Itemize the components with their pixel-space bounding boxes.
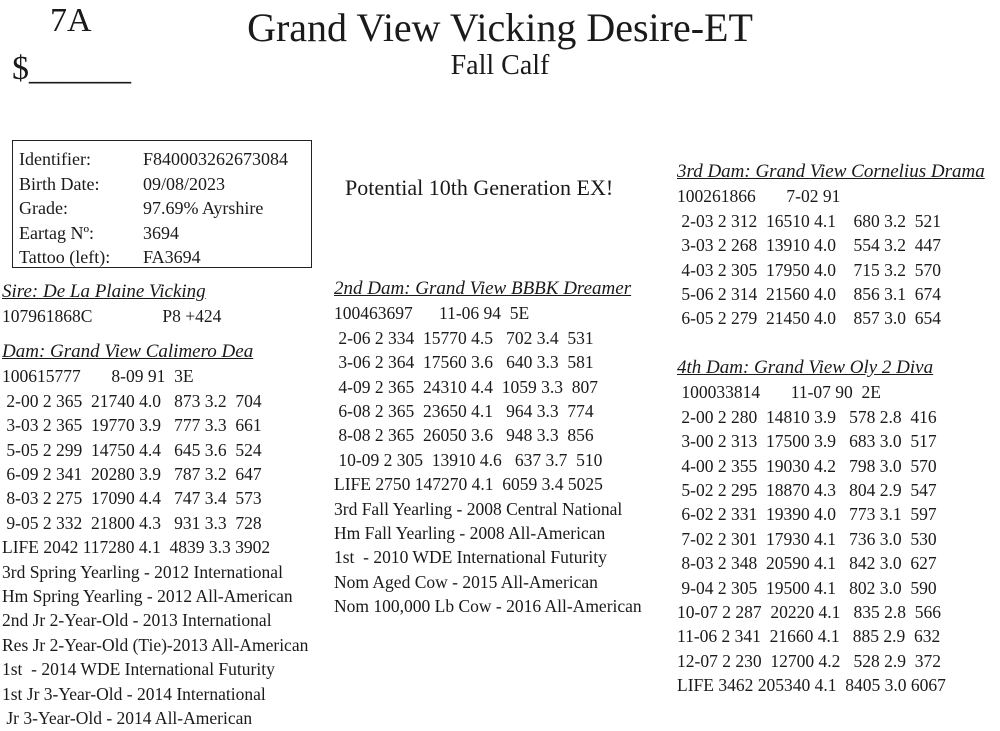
record-line: Hm Fall Yearling - 2008 All-American <box>334 523 606 544</box>
record-line: 4-09 2 365 24310 4.4 1059 3.3 807 <box>334 376 598 397</box>
fourth-dam-heading: 4th Dam: Grand View Oly 2 Diva <box>677 357 934 378</box>
sire-heading: Sire: De La Plaine Vicking <box>2 281 206 302</box>
second-dam-heading: 2nd Dam: Grand View BBBK Dreamer <box>334 278 632 299</box>
page-subtitle: Fall Calf <box>450 50 550 81</box>
record-line: 11-06 2 341 21660 4.1 885 2.9 632 <box>677 626 941 647</box>
record-line: Hm Spring Yearling - 2012 All-American <box>2 586 293 607</box>
record-line: Res Jr 2-Year-Old (Tie)-2013 All-American <box>2 634 309 655</box>
record-line: 9-04 2 305 19500 4.1 802 3.0 590 <box>677 577 937 598</box>
record-line: 100033814 11-07 90 2E <box>677 382 881 403</box>
sire-section <box>2 280 221 329</box>
lot-number: 7A <box>50 2 92 39</box>
record-line: 1st - 2010 WDE International Futurity <box>334 547 607 568</box>
record-line: 3-00 2 313 17500 3.9 683 3.0 517 <box>677 431 937 452</box>
third-dam-heading: 3rd Dam: Grand View Cornelius Drama <box>677 161 985 182</box>
record-line: 6-05 2 279 21450 4.0 857 3.0 654 <box>677 308 941 329</box>
info-label: Tattoo (left): <box>19 247 111 267</box>
record-line: 2-00 2 280 14810 3.9 578 2.8 416 <box>677 406 937 427</box>
record-line: 8-03 2 275 17090 4.4 747 3.4 573 <box>2 488 262 509</box>
record-line: 6-08 2 365 23650 4.1 964 3.3 774 <box>334 401 594 422</box>
record-line: 6-02 2 331 19390 4.0 773 3.1 597 <box>677 504 937 525</box>
record-line: LIFE 2042 117280 4.1 4839 3.3 3902 <box>2 537 271 558</box>
record-line: Jr 3-Year-Old - 2014 All-American <box>2 708 253 729</box>
potential-note: Potential 10th Generation EX! <box>345 175 614 200</box>
record-line: 2-00 2 365 21740 4.0 873 3.2 704 <box>2 390 262 411</box>
record-line: 5-05 2 299 14750 4.4 645 3.6 524 <box>2 439 262 460</box>
record-line: 3rd Spring Yearling - 2012 International <box>2 561 283 582</box>
info-row-tattoo <box>19 245 311 270</box>
record-line: 5-02 2 295 18870 4.3 804 2.9 547 <box>677 480 937 501</box>
record-line: 1st - 2014 WDE International Futurity <box>2 659 275 680</box>
record-line: 7-02 2 301 17930 4.1 736 3.0 530 <box>677 528 937 549</box>
record-line: 3rd Fall Yearling - 2008 Central National <box>334 498 623 519</box>
record-line: 2nd Jr 2-Year-Old - 2013 International <box>2 610 272 631</box>
dam-section <box>2 340 308 731</box>
info-row-eartag <box>19 221 311 246</box>
record-line: 107961868C P8 +424 <box>2 306 222 327</box>
info-label: Eartag Nº: <box>19 222 95 243</box>
info-value: FA3694 <box>143 247 201 267</box>
info-value: F840003262673084 <box>143 149 289 169</box>
record-line: LIFE 3462 205340 4.1 8405 3.0 6067 <box>677 675 946 696</box>
info-label: Grade: <box>19 198 68 218</box>
fourth-dam-section <box>677 356 946 698</box>
info-row-birth-date <box>19 172 311 197</box>
record-line: 1st Jr 3-Year-Old - 2014 International <box>2 683 266 704</box>
record-line: 10-07 2 287 20220 4.1 835 2.8 566 <box>677 602 941 623</box>
record-line: 4-00 2 355 19030 4.2 798 3.0 570 <box>677 455 937 476</box>
record-line: 12-07 2 230 12700 4.2 528 2.9 372 <box>677 650 941 671</box>
record-line: 3-06 2 364 17560 3.6 640 3.3 581 <box>334 352 594 373</box>
animal-info-box <box>12 140 312 268</box>
dam-heading: Dam: Grand View Calimero Dea <box>2 341 254 362</box>
record-line: 6-09 2 341 20280 3.9 787 3.2 647 <box>2 464 262 485</box>
record-line: 2-03 2 312 16510 4.1 680 3.2 521 <box>677 210 941 231</box>
record-line: 5-06 2 314 21560 4.0 856 3.1 674 <box>677 284 941 305</box>
record-line: 9-05 2 332 21800 4.3 931 3.3 728 <box>2 512 262 533</box>
info-value: 09/08/2023 <box>143 173 226 194</box>
info-label: Identifier: <box>19 149 91 169</box>
record-line: Nom Aged Cow - 2015 All-American <box>334 571 598 592</box>
record-line: 2-06 2 334 15770 4.5 702 3.4 531 <box>334 327 594 348</box>
record-line: 4-03 2 305 17950 4.0 715 3.2 570 <box>677 259 941 280</box>
record-line: Nom 100,000 Lb Cow - 2016 All-American <box>334 596 642 617</box>
record-line: 100463697 11-06 94 5E <box>334 303 530 324</box>
record-line: 8-08 2 365 26050 3.6 948 3.3 856 <box>334 425 594 446</box>
info-label: Birth Date: <box>19 173 100 194</box>
page-title: Grand View Vicking Desire-ET <box>247 5 753 50</box>
second-dam-section <box>334 277 642 619</box>
record-line: 8-03 2 348 20590 4.1 842 3.0 627 <box>677 553 937 574</box>
record-line: 100615777 8-09 91 3E <box>2 366 194 387</box>
record-line: LIFE 2750 147270 4.1 6059 3.4 5025 <box>334 474 603 495</box>
info-value: 3694 <box>143 222 179 243</box>
record-line: 3-03 2 365 19770 3.9 777 3.3 661 <box>2 415 262 436</box>
info-value: 97.69% Ayrshire <box>143 198 264 218</box>
record-line: 100261866 7-02 91 <box>677 186 841 207</box>
third-dam-section <box>677 160 985 331</box>
record-line: 10-09 2 305 13910 4.6 637 3.7 510 <box>334 449 603 470</box>
record-line: 3-03 2 268 13910 4.0 554 3.2 447 <box>677 235 941 256</box>
info-row-grade <box>19 196 311 221</box>
info-row-identifier <box>19 147 311 172</box>
price-line: $______ <box>12 50 131 87</box>
